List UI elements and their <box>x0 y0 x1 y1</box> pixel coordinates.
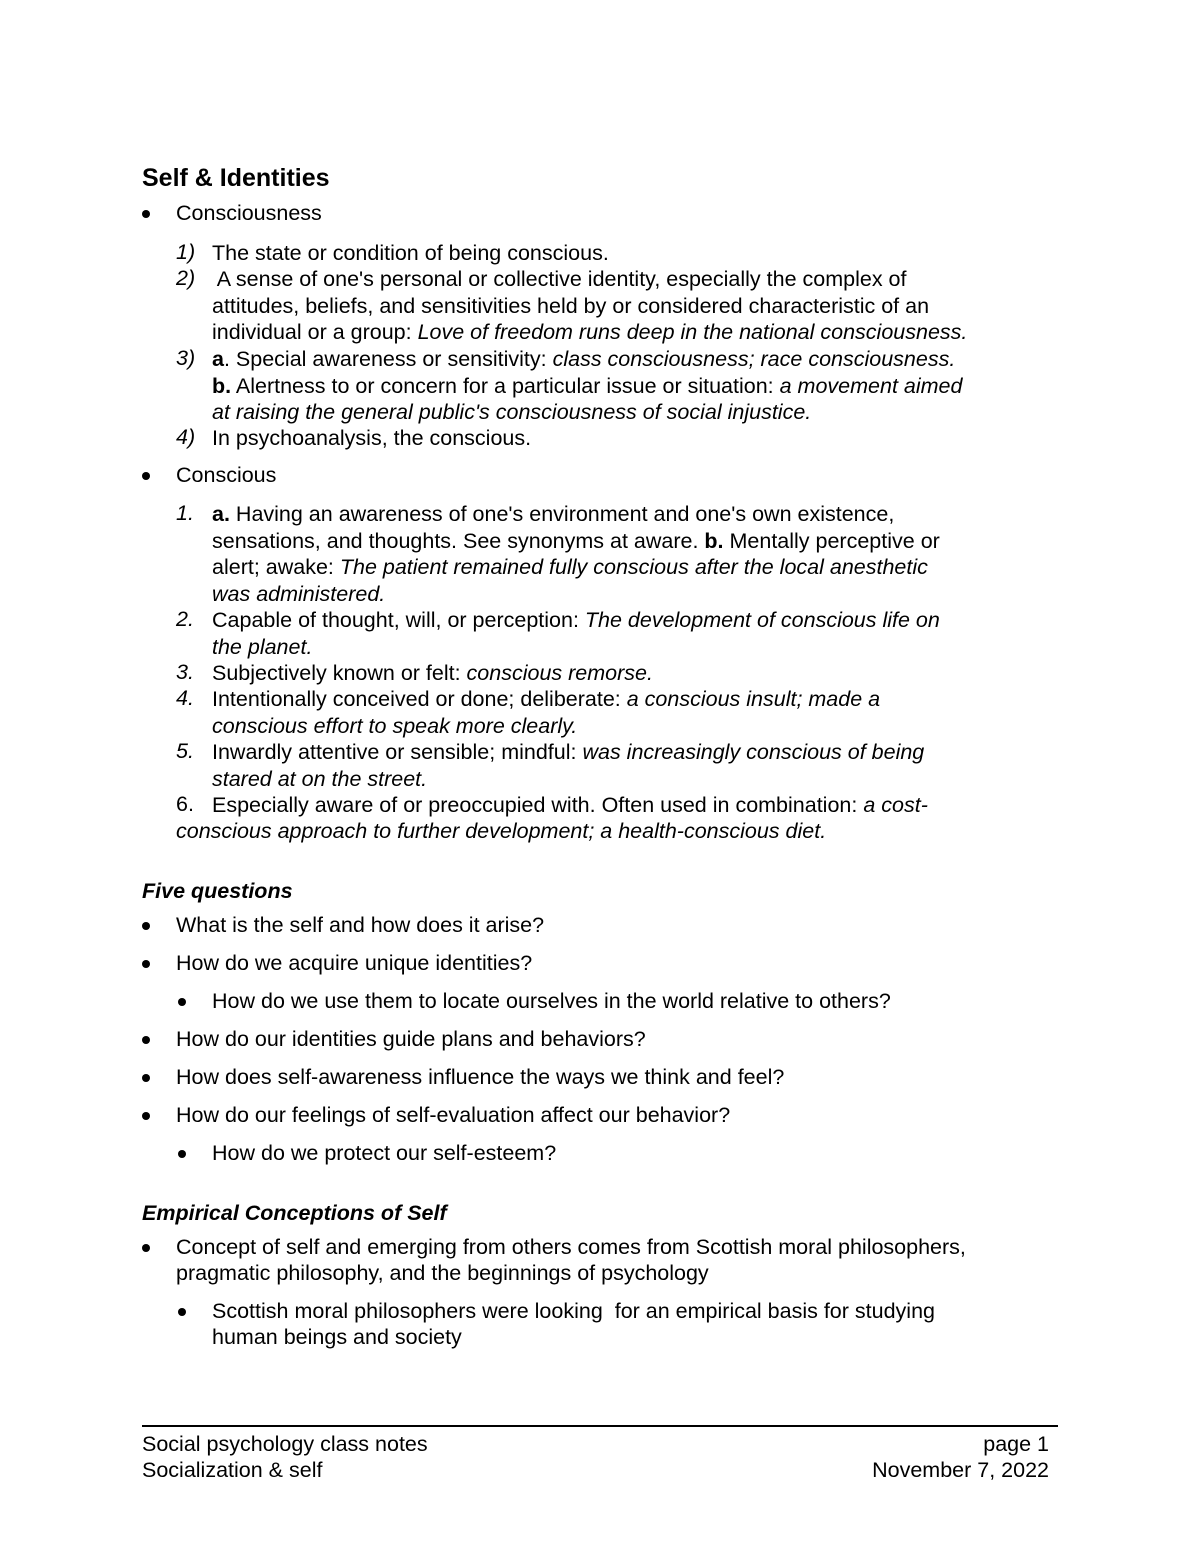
example-text: conscious remorse. <box>466 661 653 685</box>
footer-course-title: Social psychology class notes <box>142 1432 428 1456</box>
example-text: a cost- <box>863 793 928 817</box>
footer-topic: Socialization & self <box>142 1458 323 1482</box>
item-number: 4. <box>176 686 194 710</box>
example-text: at raising the general public's consciousness of social injustice. <box>212 400 812 424</box>
footer-date: November 7, 2022 <box>872 1458 1049 1482</box>
example-text: Love of freedom runs deep in the national consciousness. <box>417 320 968 344</box>
definition-text: Intentionally conceived or done; deliberate: <box>212 687 627 711</box>
definition-text: Capable of thought, will, or perception: <box>212 608 585 632</box>
section-heading-empirical: Empirical Conceptions of Self <box>142 1201 447 1225</box>
question-text: How do our feelings of self-evaluation affect our behavior? <box>176 1103 731 1127</box>
bullet-icon <box>178 998 186 1006</box>
definition-line <box>212 319 1052 346</box>
item-number: 1. <box>176 501 194 525</box>
definition-item <box>212 686 1052 739</box>
definition-item-continued <box>176 818 1016 845</box>
definition-item <box>212 607 1052 660</box>
definition-text: Inwardly attentive or sensible; mindful: <box>212 740 583 764</box>
definition-item <box>212 501 1052 607</box>
example-text: a conscious insult; made a <box>626 687 881 711</box>
definition-item <box>212 240 1052 267</box>
section-heading-five-questions: Five questions <box>142 879 293 903</box>
definition-line <box>212 792 1052 819</box>
example-text: the planet. <box>212 634 313 659</box>
sense-label: b. <box>704 528 724 553</box>
example-text: was administered. <box>212 581 386 606</box>
question-text: How does self-awareness influence the ways we think and feel? <box>176 1065 785 1089</box>
sense-label: a <box>212 347 224 371</box>
definition-text: sensations, and thoughts. See synonyms at aware. <box>212 528 705 553</box>
bullet-icon <box>178 1308 186 1316</box>
definition-item <box>212 660 1052 687</box>
list-text: pragmatic philosophy, and the beginnings of psychology <box>176 1261 709 1285</box>
definition-line <box>212 501 1052 528</box>
example-text: conscious effort to speak more clearly. <box>212 713 578 738</box>
definition-text: attitudes, beliefs, and sensitivities held by or considered characteristic of an <box>212 293 930 318</box>
list-text: human beings and society <box>212 1325 462 1349</box>
definition-text: Having an awareness of one's environment and one's own existence, <box>229 502 895 526</box>
definition-line <box>212 607 1052 634</box>
item-number: 1) <box>176 240 196 264</box>
bullet-label: Conscious <box>176 463 277 487</box>
definition-line <box>212 739 1052 766</box>
example-text: was increasingly conscious of being <box>582 740 925 764</box>
question-text: How do our identities guide plans and behaviors? <box>176 1027 646 1051</box>
item-number: 5. <box>176 739 194 763</box>
definition-line <box>212 660 1052 687</box>
example-text: conscious approach to further development; a health-conscious diet. <box>176 819 827 843</box>
bullet-icon <box>142 210 150 218</box>
definition-text: A sense of one's personal or collective identity, especially the complex of <box>212 267 907 291</box>
item-number: 4) <box>176 425 196 449</box>
bullet-icon <box>178 1150 186 1158</box>
bullet-icon <box>142 922 150 930</box>
bullet-icon <box>142 472 150 480</box>
bullet-icon <box>142 960 150 968</box>
bullet-icon <box>142 1244 150 1252</box>
definition-line <box>212 346 1052 373</box>
list-text: Concept of self and emerging from others comes from Scottish moral philosophers, <box>176 1235 966 1259</box>
definition-item <box>212 792 1052 819</box>
item-number: 3. <box>176 660 194 684</box>
sense-label: a. <box>212 502 230 526</box>
question-text: How do we acquire unique identities? <box>176 951 533 975</box>
example-text: a movement aimed <box>779 373 963 398</box>
definition-line <box>212 554 1052 581</box>
example-text: The patient remained fully conscious after the local anesthetic <box>339 555 928 579</box>
item-number: 2. <box>176 607 194 631</box>
example-text: The development of conscious life on <box>584 608 940 632</box>
example-text: stared at on the street. <box>212 766 428 791</box>
bullet-icon <box>142 1112 150 1120</box>
definition-text: alert; awake: <box>212 555 340 579</box>
definition-text: Mentally perceptive or <box>723 528 940 553</box>
question-text: How do we protect our self-esteem? <box>212 1141 557 1165</box>
bullet-label: Consciousness <box>176 201 322 225</box>
definition-text: Alertness to or concern for a particular issue or situation: <box>231 373 780 398</box>
list-text: Scottish moral philosophers were looking for an empirical basis for studying <box>212 1299 935 1323</box>
definition-line <box>212 373 1052 400</box>
sense-label: b. <box>212 373 232 398</box>
definition-text: In psychoanalysis, the conscious. <box>212 426 532 450</box>
definition-text: individual or a group: <box>212 320 418 344</box>
definition-text: Especially aware of or preoccupied with. Often used in combination: <box>212 793 864 817</box>
definition-text: The state or condition of being conscious. <box>212 241 609 265</box>
page-title: Self & Identities <box>142 164 330 192</box>
footer-page-number: page 1 <box>983 1432 1049 1456</box>
question-text: How do we use them to locate ourselves in the world relative to others? <box>212 989 891 1013</box>
item-number: 6. <box>176 792 194 816</box>
definition-line <box>212 686 1052 713</box>
definition-line <box>212 528 1052 555</box>
definition-item <box>212 739 1052 792</box>
definition-text: . Special awareness or sensitivity: <box>223 347 553 371</box>
question-text: What is the self and how does it arise? <box>176 913 545 937</box>
definition-item <box>212 346 1052 426</box>
item-number: 2) <box>176 266 196 290</box>
example-text: class consciousness; race consciousness. <box>552 347 956 371</box>
bullet-icon <box>142 1074 150 1082</box>
definition-item <box>212 425 1052 452</box>
definition-item <box>212 266 1052 346</box>
item-number: 3) <box>176 346 196 370</box>
bullet-icon <box>142 1036 150 1044</box>
definition-text: Subjectively known or felt: <box>212 661 467 685</box>
footer-divider <box>142 1425 1058 1427</box>
